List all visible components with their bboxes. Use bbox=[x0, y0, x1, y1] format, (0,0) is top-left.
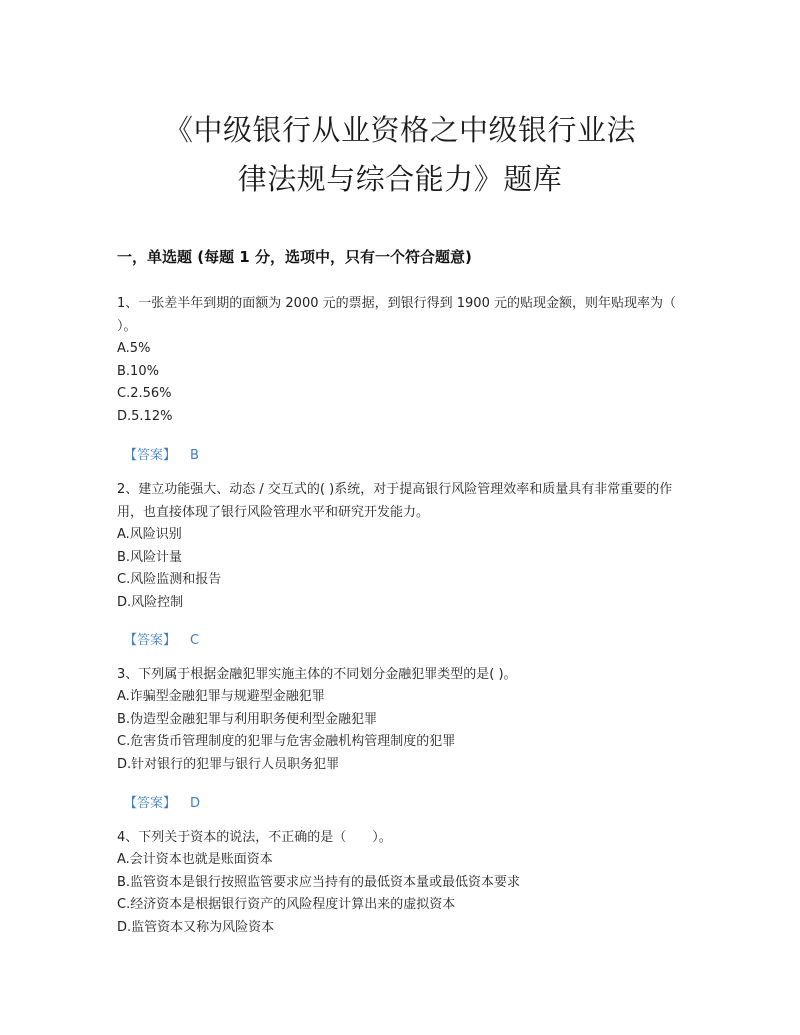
document-title bbox=[100, 106, 700, 204]
option-a: A.会计资本也就是账面资本 bbox=[117, 852, 273, 867]
option-d: D.5.12% bbox=[117, 408, 173, 424]
question-stem: 3、下列属于根据金融犯罪实施主体的不同划分金融犯罪类型的是( )。 bbox=[117, 667, 517, 682]
option-d: D.针对银行的犯罪与银行人员职务犯罪 bbox=[117, 756, 340, 772]
option-c: C.2.56% bbox=[117, 386, 172, 401]
option-c: C.危害货币管理制度的犯罪与危害金融机构管理制度的犯罪 bbox=[117, 734, 456, 749]
option-d: D.风险控制 bbox=[117, 594, 184, 610]
option-b: B.监管资本是银行按照监管要求应当持有的最低资本量或最低资本要求 bbox=[117, 874, 521, 890]
title-line-2: 律法规与综合能力》题库 bbox=[237, 162, 563, 196]
question-stem: 4、下列关于资本的说法，不正确的是（ ）。 bbox=[117, 830, 392, 845]
answer-label: 【答案】 bbox=[124, 448, 177, 463]
option-c: C.风险监测和报告 bbox=[117, 572, 222, 587]
option-b: B.伪造型金融犯罪与利用职务便利型金融犯罪 bbox=[117, 711, 378, 727]
option-a: A.风险识别 bbox=[117, 527, 182, 542]
question-stem: 1、一张差半年到期的面额为 2000 元的票据，到银行得到 1900 元的贴现金额，则年贴现率为（ ）。 bbox=[117, 296, 676, 334]
answer-2 bbox=[124, 629, 199, 648]
question-4 bbox=[117, 826, 687, 939]
option-c: C.经济资本是根据银行资产的风险程度计算出来的虚拟资本 bbox=[117, 897, 456, 912]
question-1 bbox=[117, 292, 687, 428]
question-stem: 2、建立功能强大、动态 / 交互式的( )系统，对于提高银行风险管理效率和质量具有非常重要的作用，也直接体现了银行风险管理水平和研究开发能力。 bbox=[117, 482, 673, 520]
option-b: B.风险计量 bbox=[117, 549, 183, 565]
answer-label: 【答案】 bbox=[124, 633, 177, 648]
section-heading: 一，单选题 (每题 1 分，选项中，只有一个符合题意) bbox=[117, 248, 472, 266]
option-a: A.5% bbox=[117, 341, 151, 356]
answer-1 bbox=[124, 444, 199, 463]
option-b: B.10% bbox=[117, 363, 159, 379]
answer-value: C bbox=[190, 633, 200, 648]
answer-3 bbox=[124, 792, 200, 811]
answer-label: 【答案】 bbox=[124, 796, 177, 811]
option-a: A.诈骗型金融犯罪与规避型金融犯罪 bbox=[117, 689, 325, 704]
answer-value: D bbox=[190, 796, 201, 811]
answer-value: B bbox=[190, 448, 199, 463]
question-2 bbox=[117, 478, 687, 614]
question-3 bbox=[117, 663, 687, 776]
option-d: D.监管资本又称为风险资本 bbox=[117, 919, 275, 935]
title-line-1: 《中级银行从业资格之中级银行业法 bbox=[163, 113, 636, 147]
